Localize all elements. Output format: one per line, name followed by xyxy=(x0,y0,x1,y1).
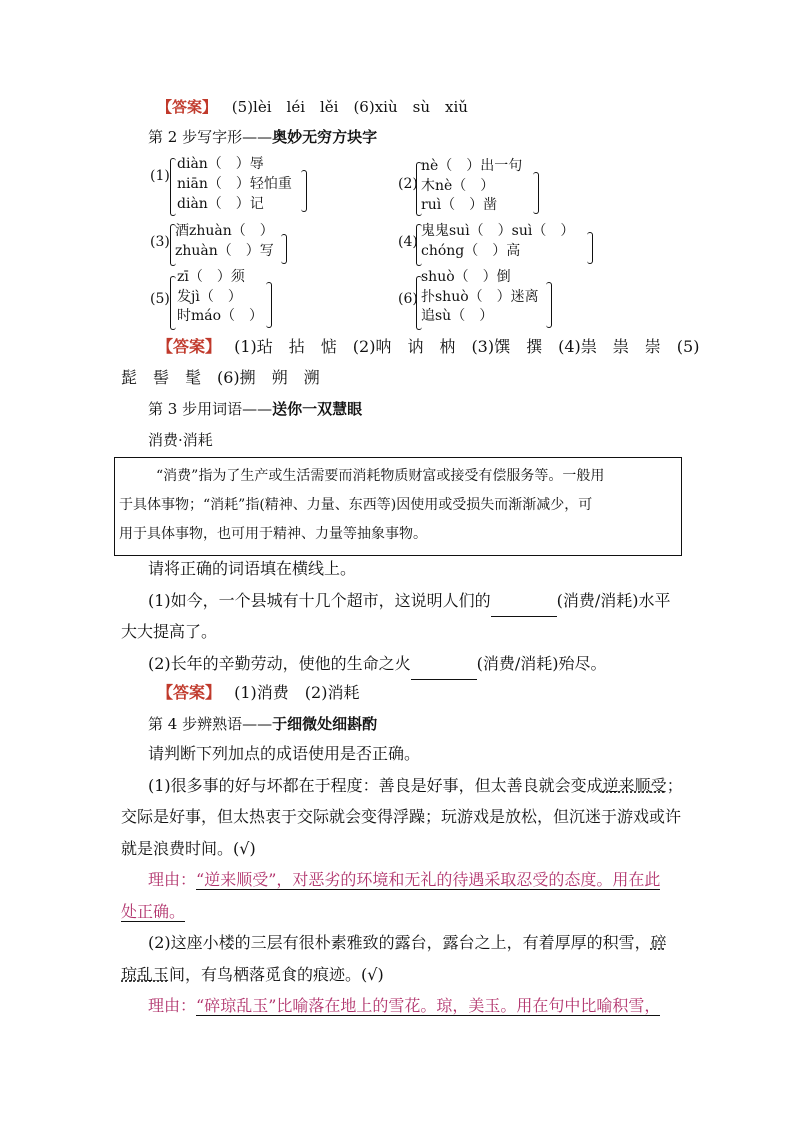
judge-2-text-b: 间，有鸟栖落觅食的痕迹。(√) xyxy=(169,965,384,984)
group-5-line-3: 时máo（ ） xyxy=(177,308,264,324)
step-4-num: 第 4 步辨熟语—— xyxy=(148,715,273,733)
judge-1-line-1 xyxy=(148,770,683,802)
definition-line-3: 用于具体事物，也可用于精神、力量等抽象事物。 xyxy=(119,526,427,542)
group-2-line-1: nè（ ）出一句 xyxy=(421,158,523,174)
definition-line-1: “消费”指为了生产或生活需要而消耗物质财富或接受有偿服务等。一般用 xyxy=(156,468,605,484)
answer-tag: 【答案】 xyxy=(157,98,218,116)
question-1-post: (消费/消耗)水平 xyxy=(556,591,671,610)
question-2-post: (消费/消耗)殆尽。 xyxy=(476,654,607,673)
judge-2-line-1 xyxy=(148,927,667,959)
group-4-line-1: 鬼鬼suì（ ）suì（ ） xyxy=(421,223,575,239)
group-4-brace-right xyxy=(587,232,593,264)
group-1-line-2: niān（ ）轻怕重 xyxy=(177,176,292,192)
answer-tag: 【答案】 xyxy=(157,337,222,356)
group-5-num: (5) xyxy=(150,291,170,307)
judge-2-line-2 xyxy=(121,959,384,991)
reason-2-label: 理由： xyxy=(148,996,197,1015)
step-3-heading xyxy=(148,399,362,419)
answer-2-text-1: (1)玷 拈 惦 (2)呐 讷 枘 (3)馔 撰 (4)祟 祟 崇 (5) xyxy=(234,337,700,356)
step-4-title: 于细微处细斟酌 xyxy=(272,715,378,733)
answer-1-text: (5)lèi léi lěi (6)xiù sù xiǔ xyxy=(231,98,468,116)
question-1-cont: 大大提高了。 xyxy=(121,622,218,641)
reason-2-text: “碎琼乱玉”比喻落在地上的雪花。琼，美玉。用在句中比喻积雪， xyxy=(196,996,661,1015)
judge-2-idiom-b: 琼乱玉 xyxy=(121,965,170,984)
group-3-line-1: 酒zhuàn（ ） xyxy=(175,223,274,239)
group-3-num: (3) xyxy=(150,234,170,250)
step-3-title: 送你一双慧眼 xyxy=(272,400,363,418)
group-6-line-2: 扑shuò（ ）迷离 xyxy=(421,289,539,305)
judge-1-text-b: ； xyxy=(666,776,683,795)
step-4-heading xyxy=(148,714,377,734)
question-2 xyxy=(148,648,607,680)
reason-1-line-1 xyxy=(148,864,660,896)
group-6-line-3: 追sù（ ） xyxy=(421,308,494,324)
question-1 xyxy=(148,585,671,617)
group-5-brace-right xyxy=(266,282,272,328)
step-2-heading xyxy=(148,127,377,147)
group-2-num: (2) xyxy=(398,176,418,192)
group-5-line-2: 发jì（ ） xyxy=(177,289,242,305)
group-6-line-1: shuò（ ）倒 xyxy=(421,269,511,285)
group-1-brace-left xyxy=(170,158,176,216)
judge-1-text-a: (1)很多事的好与坏都在于程度：善良是好事，但太善良就会变成 xyxy=(148,776,603,795)
reason-2-line-1 xyxy=(148,990,660,1022)
judge-2-text: (2)这座小楼的三层有很朴素雅致的露台，露台之上，有着厚厚的积雪， xyxy=(148,933,651,952)
definition-line-2: 于具体事物；“消耗”指(精神、力量、东西等)因使用或受损失而渐渐减少，可 xyxy=(119,497,593,513)
question-2-pre: (2)长年的辛勤劳动，使他的生命之火 xyxy=(148,654,411,673)
step-2-num: 第 2 步写字形—— xyxy=(148,128,273,146)
group-1-line-3: diàn（ ）记 xyxy=(177,196,264,212)
answer-2-line-1 xyxy=(157,337,699,357)
group-6-num: (6) xyxy=(398,291,418,307)
question-1-blank[interactable] xyxy=(491,600,557,617)
group-1-line-1: diàn（ ）辱 xyxy=(177,156,264,172)
judge-1-idiom: 逆来顺受 xyxy=(602,776,667,795)
answer-3-text: (1)消费 (2)消耗 xyxy=(234,683,360,702)
step-3-num: 第 3 步用词语—— xyxy=(148,400,273,418)
group-4-num: (4) xyxy=(398,234,418,250)
reason-1-line-2 xyxy=(121,896,185,928)
question-2-blank[interactable] xyxy=(411,663,477,680)
judge-1-line-3: 就是浪费时间。(√) xyxy=(121,839,256,858)
judge-prompt: 请判断下列加点的成语使用是否正确。 xyxy=(148,744,421,763)
reason-1-text-2: 处正确。 xyxy=(121,902,186,921)
reason-1-label: 理由： xyxy=(148,870,197,889)
answer-1 xyxy=(157,97,468,117)
answer-3 xyxy=(157,683,359,703)
group-5-line-1: zī（ ）须 xyxy=(177,269,245,285)
answer-2-line-2: 髭 髻 髦 (6)搠 朔 溯 xyxy=(121,368,320,387)
group-6-brace-right xyxy=(546,282,552,328)
group-2-brace-right xyxy=(533,172,539,214)
group-3-line-2: zhuàn（ ）写 xyxy=(175,243,274,259)
judge-1-line-2: 交际是好事，但太热衷于交际就会变得浮躁；玩游戏是放松，但沉迷于游戏或许 xyxy=(121,807,682,826)
group-2-line-3: ruì（ ）凿 xyxy=(421,197,498,213)
group-5-brace-left xyxy=(170,276,176,330)
group-1-brace-right xyxy=(301,170,307,212)
judge-2-idiom-a: 碎 xyxy=(650,933,667,952)
fill-prompt: 请将正确的词语填在横线上。 xyxy=(148,559,357,578)
group-3-brace-right xyxy=(281,234,287,264)
step-2-title: 奥妙无穷方块字 xyxy=(272,128,378,146)
answer-tag: 【答案】 xyxy=(157,683,222,702)
group-1-num: (1) xyxy=(150,168,170,184)
question-1-pre: (1)如今，一个县城有十几个超市，这说明人们的 xyxy=(148,591,491,610)
definition-text xyxy=(119,462,605,549)
word-pair: 消费·消耗 xyxy=(148,431,213,449)
group-2-line-2: 木nè（ ） xyxy=(421,178,495,194)
group-4-line-2: chóng（ ）高 xyxy=(421,243,521,259)
reason-1-text: “逆来顺受”，对恶劣的环境和无礼的待遇采取忍受的态度。用在此 xyxy=(196,870,661,889)
